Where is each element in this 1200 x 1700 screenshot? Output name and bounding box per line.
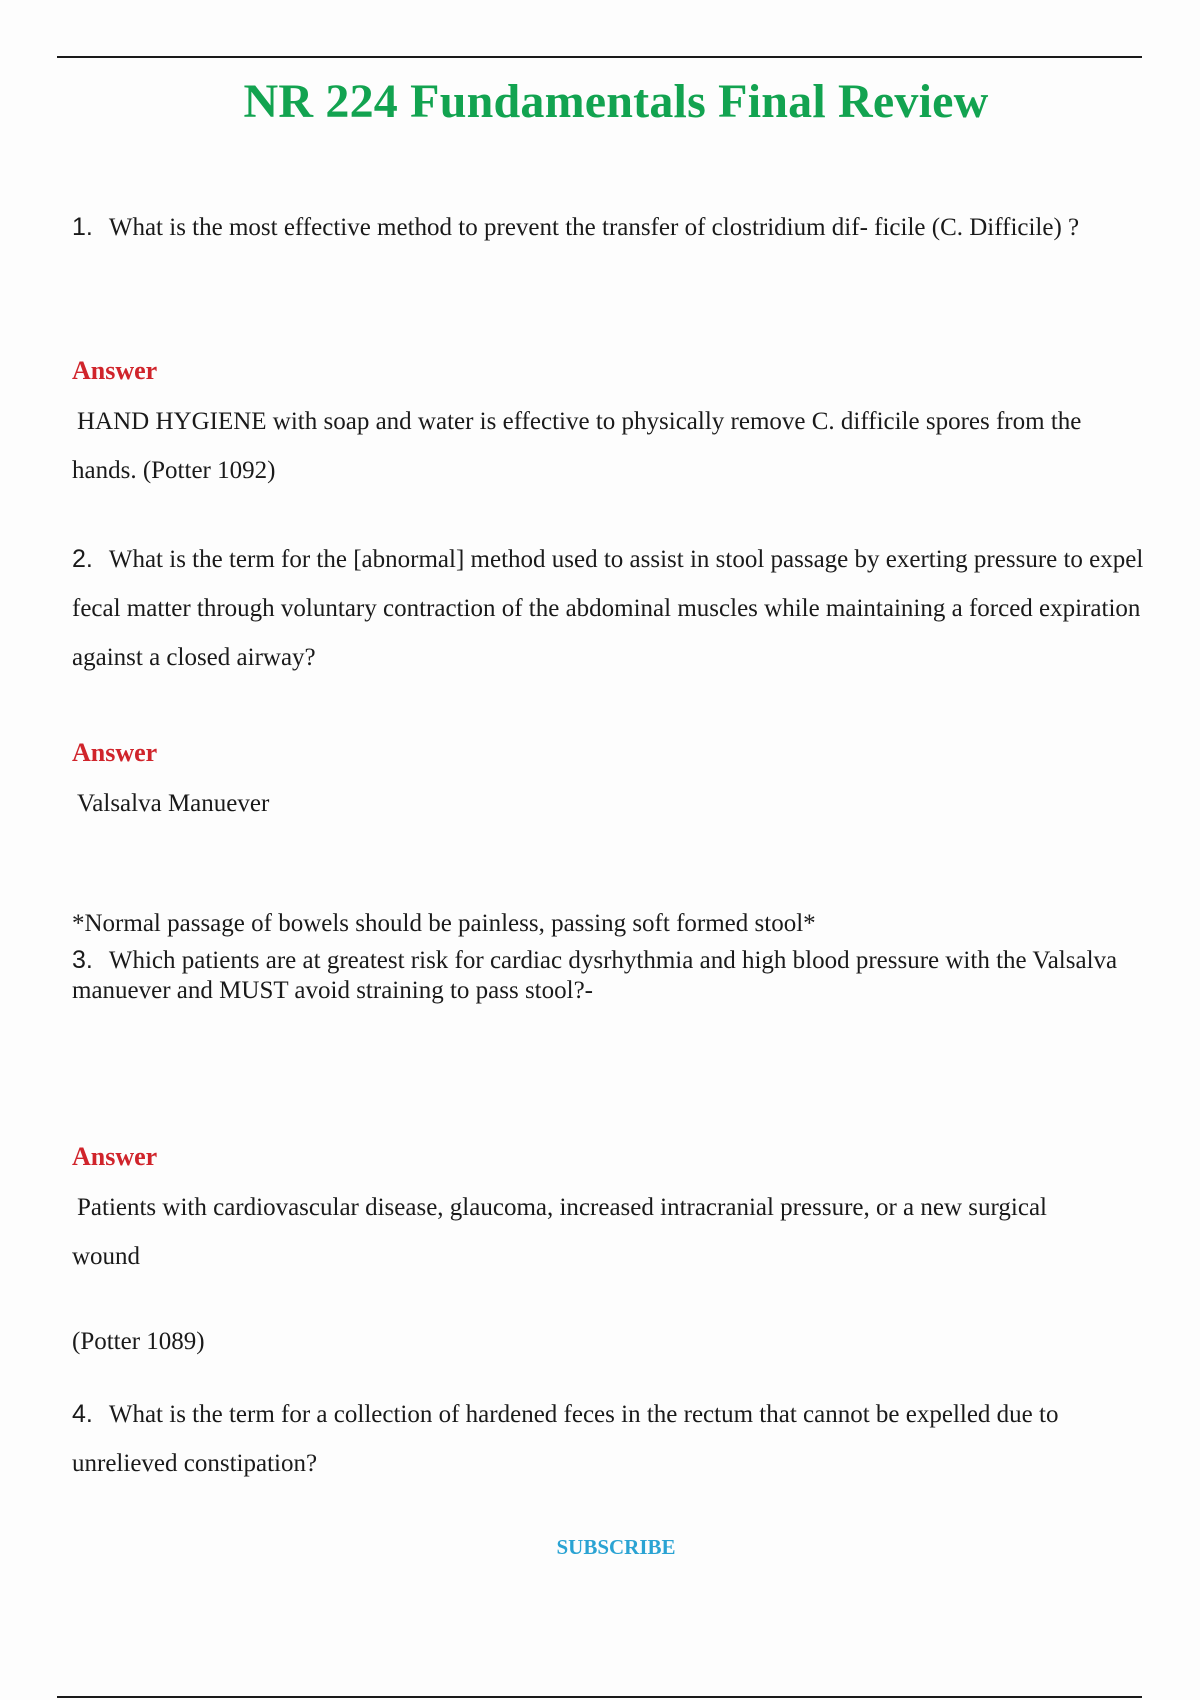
document-title: NR 224 Fundamentals Final Review — [243, 75, 989, 128]
answer-text: HAND HYGIENE with soap and water is effective to physically remove C. difficile spores from the hands. (Potter 1092) — [72, 408, 1082, 484]
question-number: 3. — [72, 946, 93, 974]
top-rule — [57, 56, 1142, 58]
answer-label: Answer — [72, 1142, 158, 1171]
question-text: Which patients are at greatest risk for cardiac dysrhythmia and high blood pressure with the Valsalva manuever and MUST avoid straining to pass stool?- — [72, 947, 1118, 1004]
question-2 — [72, 535, 1147, 682]
question-1 — [72, 203, 1147, 252]
question-number: 1. — [72, 213, 93, 241]
answer-label: Answer — [72, 738, 158, 767]
subscribe-link[interactable]: SUBSCRIBE — [556, 1535, 676, 1559]
question-4 — [72, 1390, 1147, 1488]
answer-label: Answer — [72, 356, 158, 385]
note-text: *Normal passage of bowels should be painless, passing soft formed stool* — [72, 910, 816, 937]
question-3 — [72, 945, 1147, 1006]
question-text: What is the term for a collection of hardened feces in the rectum that cannot be expelled due to unrelieved constipation? — [72, 1401, 1059, 1477]
question-number: 4. — [72, 1400, 93, 1428]
reference-text: (Potter 1089) — [72, 1328, 205, 1355]
answer-text: Patients with cardiovascular disease, glaucoma, increased intracranial pressure, or a new surgical wound — [72, 1194, 1047, 1270]
question-number: 2. — [72, 545, 93, 573]
bottom-rule — [57, 1696, 1142, 1698]
answer-text: Valsalva Manuever — [77, 790, 270, 817]
question-text: What is the most effective method to prevent the transfer of clostridium dif- ficile (C. Difficile) ? — [108, 214, 1080, 241]
question-text: What is the term for the [abnormal] method used to assist in stool passage by exerting pressure to expel fecal matter through voluntary contraction of the abdominal muscles while maintaining a forced expiration against a closed airway? — [72, 546, 1144, 671]
